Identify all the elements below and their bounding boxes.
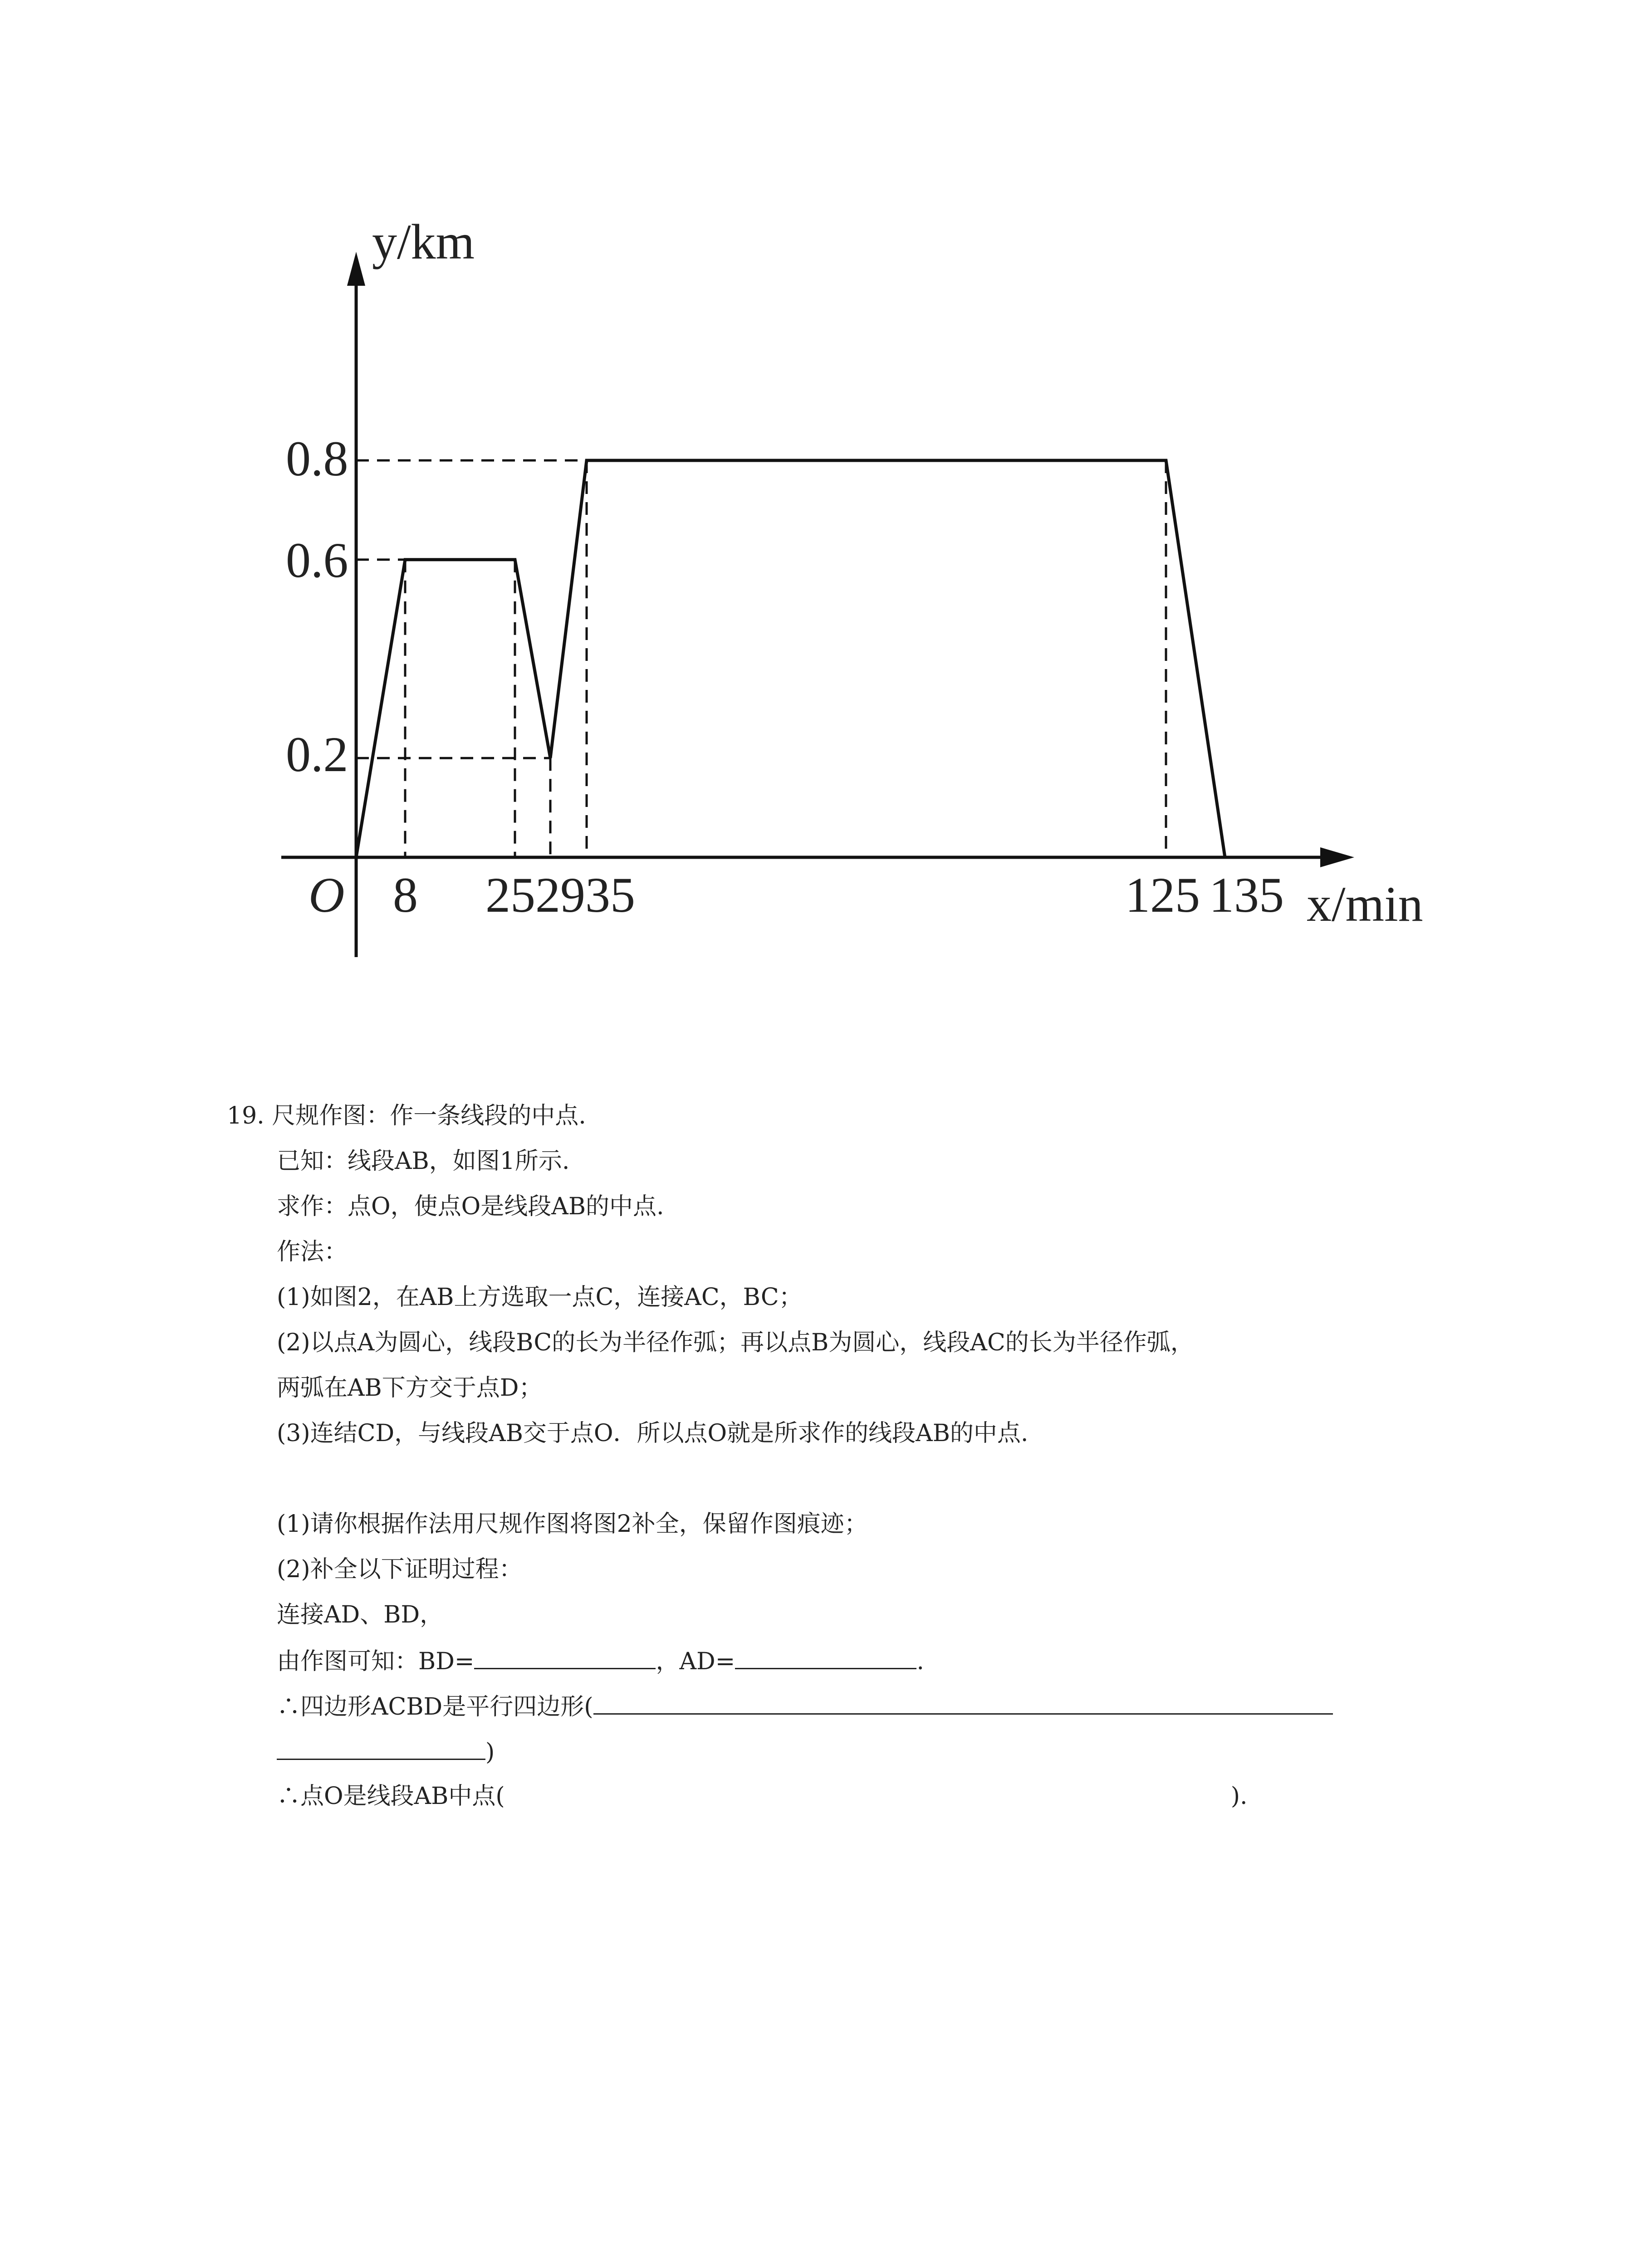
question-1: (1)请你根据作法用尺规作图将图2补全，保留作图痕迹； [277, 1510, 868, 1538]
proof-step-equal [277, 1644, 924, 1677]
midpoint-close: ). [1230, 1783, 1248, 1810]
origin-label: O [309, 867, 345, 923]
method-step-2: (2)以点A为圆心，线段BC的长为半径作弧；再以点B为圆心，线段AC的长为半径作弧， [277, 1329, 1194, 1356]
y-axis-label: y/km [372, 214, 475, 269]
given-line: 已知：线段AB，如图1所示. [277, 1148, 570, 1175]
proof-ad-label: ，AD= [656, 1648, 735, 1675]
y-tick-0.2: 0.2 [286, 727, 348, 782]
method-step-3: (3)连结CD，与线段AB交于点O．所以点O就是所求作的线段AB的中点. [277, 1420, 1029, 1447]
parallelogram-text: ∴四边形ACBD是平行四边形( [277, 1693, 593, 1721]
x-axis-label: x/min [1307, 876, 1423, 932]
required-line: 求作：点O，使点O是线段AB的中点. [277, 1193, 664, 1220]
method-heading: 作法： [277, 1238, 348, 1266]
proof-period: . [916, 1648, 924, 1675]
x-tick-135: 135 [1209, 867, 1284, 923]
parallelogram-reason-blank[interactable] [593, 1690, 1333, 1715]
problem-title: 19. 尺规作图：作一条线段的中点. [227, 1102, 586, 1129]
close-paren: ) [485, 1739, 495, 1766]
midpoint-text: ∴点O是线段AB中点( [277, 1783, 505, 1810]
proof-step-connect: 连接AD、BD， [277, 1601, 444, 1628]
proof-step-midpoint [277, 1780, 1248, 1812]
parallelogram-reason-blank-cont[interactable] [277, 1735, 485, 1760]
x-tick-125: 125 [1125, 867, 1200, 923]
x-tick-8: 8 [393, 867, 418, 923]
method-step-2-cont: 两弧在AB下方交于点D； [277, 1374, 543, 1402]
y-tick-0.6: 0.6 [286, 533, 348, 588]
proof-step-parallelogram [277, 1690, 1333, 1723]
ad-answer-blank[interactable] [735, 1644, 916, 1669]
proof-step-parallelogram-cont [277, 1735, 495, 1768]
y-tick-0.8: 0.8 [286, 431, 348, 486]
method-step-1: (1)如图2，在AB上方选取一点C，连接AC，BC； [277, 1284, 803, 1311]
x-tick-25-29-35: 252935 [485, 867, 635, 923]
question-2: (2)补全以下证明过程： [277, 1556, 523, 1583]
proof-bd-label: 由作图可知：BD= [277, 1648, 475, 1675]
bd-answer-blank[interactable] [474, 1644, 656, 1669]
